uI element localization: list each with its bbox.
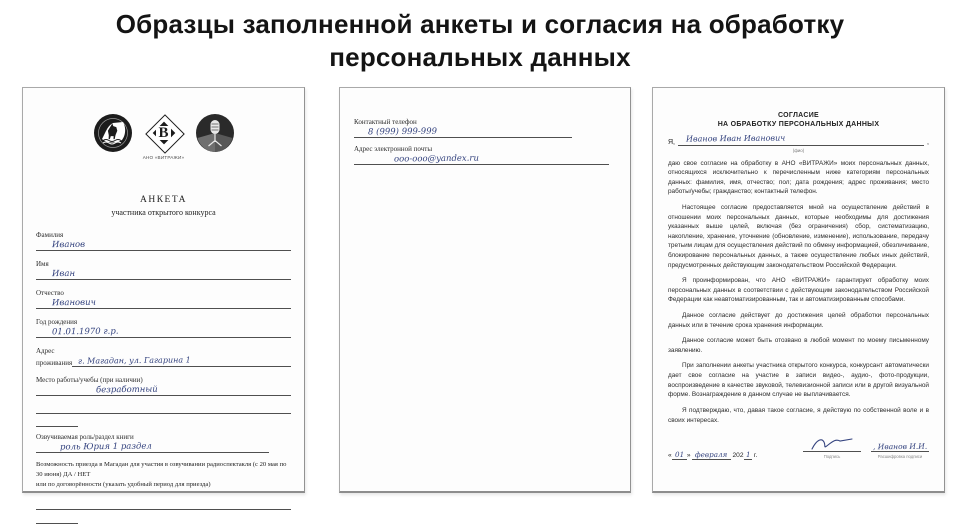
field-address-label1: Адрес — [36, 347, 55, 355]
date-year-printed: 202 — [732, 452, 744, 460]
anketa-sheet — [22, 87, 305, 493]
microphone-icon — [195, 113, 235, 153]
consent-sheet — [652, 87, 945, 493]
consent-paragraph-1: даю свое согласие на обработку в АНО «ВИТРАЖИ» моих персональных данных, относящихся исключительно к перечисленным ниже категориям персональных данных: фамилия, имя, отчество; пол; дата рождения; адрес проживания; место работы/учебы; гражданство; контактный телефон. — [668, 159, 929, 196]
date-year-written: 1 — [745, 450, 751, 460]
field-email-value: ооо-ооо@yandex.ru — [393, 153, 479, 165]
field-address — [36, 347, 291, 367]
field-name-value: Иван — [51, 268, 76, 280]
anketa-note-2: или по договорённости (указать удобный период для приезда) — [36, 481, 211, 489]
decoded-signature-caption: Расшифровка подписи — [877, 454, 923, 460]
ya-prefix: Я, — [668, 139, 675, 146]
vitrazhi-label: АНО «ВИТРАЖИ» — [142, 155, 185, 160]
field-patronymic-label: Отчество — [36, 289, 64, 297]
date-cell — [668, 450, 757, 459]
field-work-line — [36, 384, 291, 396]
field-email — [354, 145, 616, 165]
radio-logo — [195, 113, 235, 153]
field-patronymic-line — [36, 297, 291, 309]
blank-line-long-2 — [36, 500, 291, 510]
field-patronymic-value: Иванович — [51, 297, 96, 309]
logo-row — [36, 113, 291, 165]
field-phone-line — [354, 126, 572, 138]
field-work — [36, 376, 291, 396]
name-comma: , — [927, 139, 929, 146]
field-role-label: Озвучиваемая роль/раздел книги — [36, 433, 134, 441]
field-name — [36, 260, 291, 280]
field-birth-year-value: 01.01.1970 г.р. — [51, 326, 119, 338]
signature-columns — [803, 438, 929, 459]
page-title: Образцы заполненной анкеты и согласия на обработку персональных данных — [115, 9, 845, 72]
field-name-line — [36, 268, 291, 280]
field-email-line — [354, 153, 609, 165]
signature-line — [803, 438, 861, 452]
vitrazhi-letter: В — [158, 125, 169, 141]
date-era: г. — [753, 452, 758, 460]
field-name-label: Имя — [36, 260, 49, 268]
signature-column — [803, 438, 861, 459]
consent-heading-2: НА ОБРАБОТКУ ПЕРСОНАЛЬНЫХ ДАННЫХ — [717, 121, 880, 128]
consent-heading-1: СОГЛАСИЕ — [777, 112, 820, 119]
field-address-label2: проживания — [36, 359, 73, 367]
consent-name-row — [668, 134, 929, 146]
field-address-value: г. Магадан, ул. Гагарина 1 — [78, 355, 191, 366]
blank-line-short-2 — [36, 516, 78, 524]
anketa-subheading: участника открытого конкурса — [111, 208, 216, 217]
blank-line-long — [36, 404, 291, 414]
vitrazhi-logo — [144, 113, 184, 160]
consent-name-value: Иванов Иван Иванович — [685, 133, 786, 144]
field-role-line — [36, 441, 269, 453]
field-phone-label: Контактный телефон — [354, 118, 417, 126]
field-address-row — [36, 355, 291, 367]
consent-paragraph-6: При заполнении анкеты участника открытого конкурса, конкурсант автоматически дает свое согласие на участие в записи видео-, аудио-, фото-продукции, воспроизведение в качестве звуковой, телевизионной записи или в другой визуальной форме. Вознаграждение в данном случае не выплачивается. — [668, 362, 929, 399]
consent-paragraph-3: Я проинформирован, что АНО «ВИТРАЖИ» гарантирует обработку моих персональных данных в соответствии с действующим законодательством Российской Федерации как неавтоматизированным, так и автоматизированным способами. — [668, 277, 929, 304]
field-phone — [354, 118, 616, 138]
date-signature-block — [668, 438, 929, 459]
field-surname-line — [36, 239, 291, 251]
field-email-label: Адрес электронной почты — [354, 145, 433, 153]
deer-emblem-icon — [93, 113, 133, 153]
field-surname — [36, 231, 291, 251]
field-role — [36, 433, 291, 453]
field-birth-year-line — [36, 326, 291, 338]
consent-paragraph-2: Настоящее согласие предоставляется мной на осуществление действий в отношении моих персональных данных, которые необходимы для достижения указанных выше целей, включая (без ограничения) сбор, систематизацию, накопление, хранение, уточнение (обновление, изменение), использование, передачу третьим лицам для осуществления действий по обмену информацией, обезличивание, блокирование персональных данных, а также осуществление любых иных действий, предусмотренных действующим законодательством Российской Федерации. — [668, 203, 929, 269]
signature-caption: Подпись — [823, 454, 841, 460]
consent-paragraph-7: Я подтверждаю, что, давая такое согласие, я действую по собственной воле и в своих интересах. — [668, 406, 929, 424]
magadan-emblem-logo — [93, 113, 133, 153]
contacts-sheet — [339, 87, 631, 493]
signature-scribble-icon — [809, 437, 855, 451]
field-phone-value: 8 (999) 999-999 — [367, 126, 438, 138]
date-month: февраля — [695, 449, 728, 460]
date-lq: « — [668, 452, 672, 460]
date-day: 01 — [674, 450, 684, 460]
consent-name-line — [678, 134, 924, 146]
consent-paragraph-5: Данное согласие может быть отозвано в любой момент по моему письменному заявлению. — [668, 337, 929, 354]
field-work-label: Место работы/учебы (при наличии) — [36, 376, 143, 384]
field-work-value: безработный — [95, 384, 158, 396]
anketa-note-1: Возможность приезда в Магадан для участия в озвучивании радиоспектакля (с 20 мая по 30 июня) ДА / НЕТ — [36, 461, 287, 478]
decoded-signature-line — [871, 438, 929, 452]
vitrazhi-diamond-icon — [144, 113, 184, 153]
field-birth-year — [36, 318, 291, 338]
field-role-value: роль Юрия 1 раздел — [59, 441, 152, 453]
decoded-signature-column — [871, 438, 929, 459]
decoded-signature-value: , Иванов И.И. — [872, 441, 928, 452]
fio-label: (фио) — [792, 147, 805, 153]
field-surname-label: Фамилия — [36, 231, 64, 239]
field-address-line — [72, 355, 291, 367]
date-rq: » — [686, 452, 691, 460]
consent-paragraph-4: Данное согласие действует до достижения целей обработки персональных данных или в течение срока хранения информации. — [668, 312, 929, 329]
blank-line-short — [36, 419, 78, 427]
anketa-heading: АНКЕТА — [139, 195, 188, 205]
field-birth-year-label: Год рождения — [36, 318, 78, 326]
field-surname-value: Иванов — [51, 239, 86, 251]
field-patronymic — [36, 289, 291, 309]
